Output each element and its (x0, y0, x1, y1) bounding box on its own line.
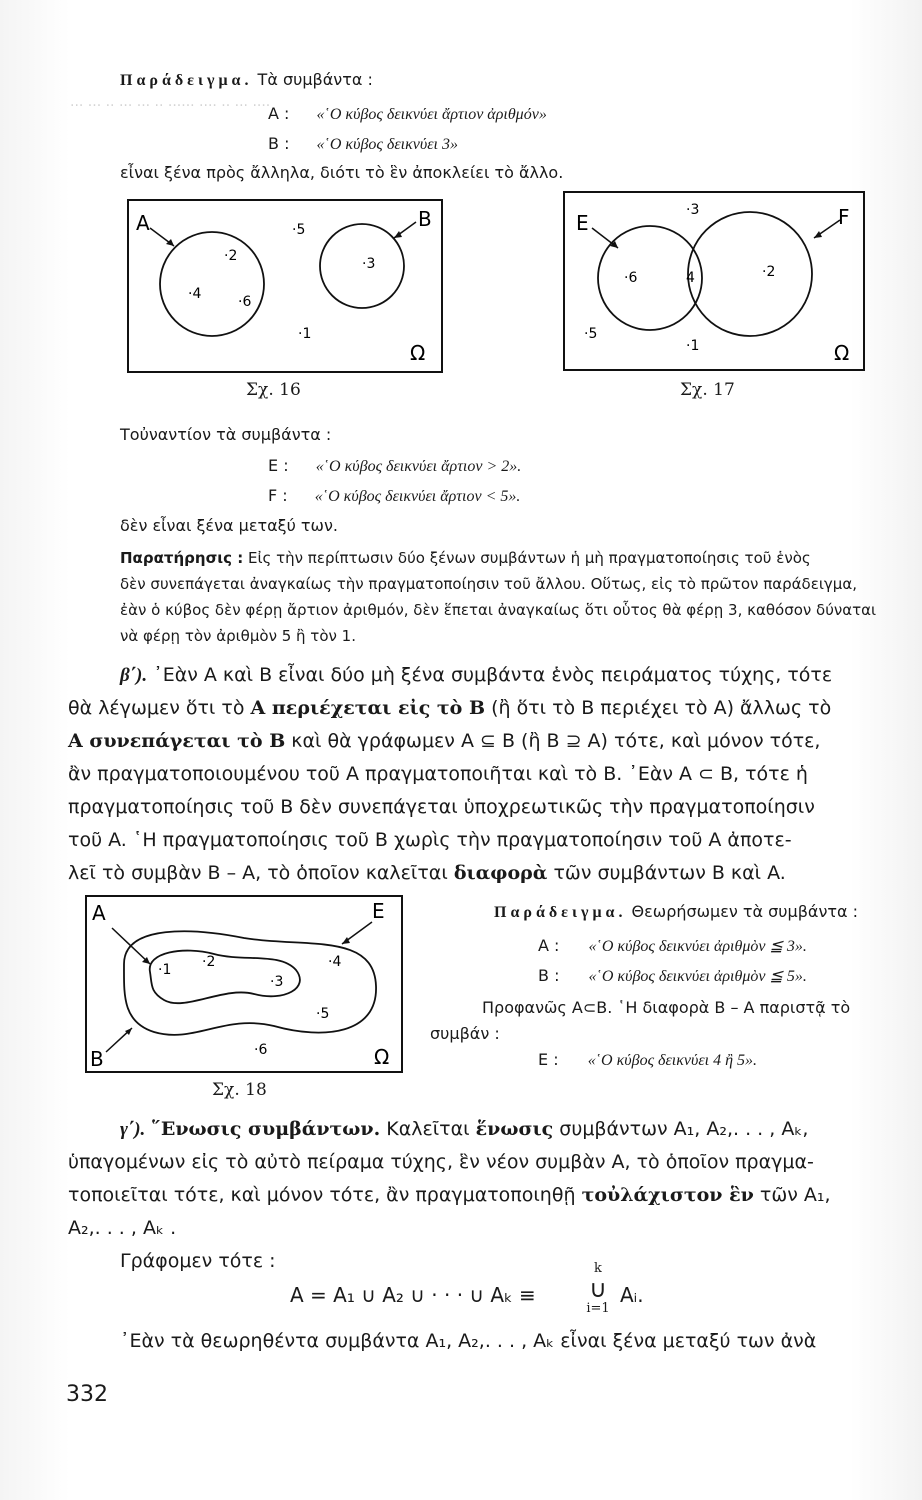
section-b-line-7 (68, 862, 786, 884)
section-b-text: λεῖ τὸ συμβὰν B – A, τὸ ὁποῖον καλεῖται (68, 862, 448, 884)
remark-line-1 (120, 549, 811, 567)
fig18-point: ·5 (316, 1006, 330, 1022)
remark-line-3: ἐὰν ὁ κύβος δὲν φέρῃ ἄρτιον ἀριθμόν, δὲν ἕπεται ἀναγκαίως ὅτι οὗτος θὰ φέρῃ 3, καθόσον δύναται (120, 601, 877, 619)
fig18-point: ·2 (202, 954, 216, 970)
example2-conclusion: δὲν εἶναι ξένα μεταξύ των. (120, 516, 338, 535)
eventB-text: «῾Ο κύβος δεικνύει 3» (316, 136, 458, 153)
section-c-text: τῶν A₁, (759, 1184, 831, 1206)
section-c-text: Καλεῖται (386, 1118, 470, 1140)
example3-heading: Παράδειγμα. (494, 904, 627, 921)
section-c-line-2: ὑπαγομένων εἰς τὸ αὐτὸ πείραμα τύχης, ἓν νέον συμβὰν A, τὸ ὁποῖον πραγμα- (68, 1151, 814, 1173)
example1-conclusion: εἶναι ξένα πρὸς ἄλληλα, διότι τὸ ἓν ἀποκλείει τὸ ἄλλο. (120, 163, 564, 182)
eventE-label: E : (538, 1050, 559, 1069)
sample-space-rect (86, 896, 402, 1072)
fig17-point: ·3 (686, 202, 700, 218)
fig16-omega: Ω (410, 341, 426, 365)
section-c-line-5: Γράφομεν τότε : (120, 1250, 276, 1272)
term-contained-in: A περιέχεται εἰς τὸ B (250, 697, 486, 719)
remark-line-4: νὰ φέρῃ τὸν ἀριθμὸν 5 ἢ τὸν 1. (120, 627, 356, 645)
example3-intro: Θεωρήσωμεν τὰ συμβάντα : (631, 902, 859, 921)
example3-eventE (538, 1050, 757, 1070)
figure-16-venn (126, 198, 444, 374)
sample-space-rect (128, 200, 442, 372)
union-upper-limit: k (594, 1261, 602, 1276)
fig18-point: ·3 (270, 974, 284, 990)
fig16-point: ·6 (238, 294, 252, 310)
example1-line (120, 70, 373, 90)
arrowhead-E (342, 937, 350, 944)
section-b-line-3 (68, 730, 820, 752)
fig17-omega: Ω (834, 341, 850, 365)
fig16-point: ·2 (224, 248, 238, 264)
arrow-A (112, 928, 150, 964)
remark-text: Εἰς τὴν περίπτωσιν δύο ξένων συμβάντων ἡ μὴ πραγματοποίησις τοῦ ἑνὸς (248, 549, 811, 567)
arrowhead-F (814, 231, 822, 238)
big-union-operator (578, 1262, 618, 1316)
section-c-line-6: ᾿Εὰν τὰ θεωρηθέντα συμβάντα A₁, A₂,. . . , Aₖ εἶναι ξένα μεταξύ των ἀνὰ (120, 1330, 817, 1352)
fig16-label-A: A (136, 211, 150, 235)
fig16-label-B: B (418, 207, 432, 231)
union-formula-left: A = A₁ ∪ A₂ ∪ · · · ∪ Aₖ ≡ (290, 1283, 536, 1307)
sample-space-rect (564, 192, 864, 370)
eventF-label: F : (268, 486, 288, 505)
eventA-label: A : (268, 104, 290, 123)
eventF-text: «῾Ο κύβος δεικνύει ἄρτιον < 5». (314, 488, 521, 505)
example2-intro: Τοὐναντίον τὰ συμβάντα : (120, 425, 332, 444)
arrowhead-B (394, 231, 402, 238)
fig17-point: ·5 (584, 326, 598, 342)
fig16-point: ·1 (298, 326, 312, 342)
section-c-line-1 (120, 1118, 808, 1141)
term-implies: A συνεπάγεται τὸ B (68, 730, 286, 752)
example2-eventE (268, 456, 521, 476)
section-b-marker: β΄). (120, 665, 148, 686)
fig18-label-B: B (90, 1047, 104, 1071)
eventE-text: «῾Ο κύβος δεικνύει ἄρτιον > 2». (315, 458, 522, 475)
eventE-label: E : (268, 456, 289, 475)
fig17-point: 4 (686, 270, 695, 286)
example3-eventA (538, 936, 807, 956)
region-B-outer (124, 931, 376, 1035)
fig18-omega: Ω (374, 1045, 390, 1069)
section-c-heading: ῞Ενωσις συμβάντων. (151, 1118, 381, 1140)
eventB-label: B : (538, 966, 560, 985)
section-b-text: (ἢ ὅτι τὸ B περιέχει τὸ A) ἄλλως τὸ (491, 697, 832, 719)
fig18-point: ·1 (158, 962, 172, 978)
union-lower-limit: i=1 (586, 1301, 610, 1316)
figure-18-venn (84, 894, 404, 1074)
section-b-line-6: τοῦ A. ῾Η πραγματοποίησις τοῦ B χωρὶς τὴν πραγματοποίησιν τοῦ A ἀποτε- (68, 829, 792, 851)
example3-obvious: Προφανῶς A⊂B. ῾Η διαφορὰ B – A παριστᾷ τὸ (482, 998, 851, 1017)
section-c-line-4: A₂,. . . , Aₖ . (68, 1217, 177, 1239)
fig18-point: ·6 (254, 1042, 268, 1058)
example1-heading: Παράδειγμα. (120, 72, 253, 89)
eventA-label: A : (538, 936, 560, 955)
fig16-point: ·3 (362, 256, 376, 272)
example1-eventB (268, 134, 458, 154)
example3-eventB (538, 966, 807, 986)
fig17-point: ·1 (686, 338, 700, 354)
term-union: ἕνωσις (475, 1118, 554, 1140)
fig18-caption: Σχ. 18 (212, 1080, 267, 1100)
example1-intro: Τὰ συμβάντα : (257, 70, 373, 89)
figure-17-venn (562, 190, 866, 372)
bleed-through-text: ··· ··· ·· ··· ··· ·· ······ ···· ·· ··· ···· (70, 98, 271, 114)
section-b-line-2 (68, 697, 831, 719)
section-b-text: θὰ λέγωμεν ὅτι τὸ (68, 697, 245, 719)
section-b-line-4: ἂν πραγματοποιουμένου τοῦ A πραγματοποιῆται καὶ τὸ B. ᾿Εὰν A ⊂ B, τότε ἡ (68, 763, 808, 785)
fig18-label-A: A (92, 901, 106, 925)
fig18-point: ·4 (328, 954, 342, 970)
eventA-text: «῾Ο κύβος δεικνύει ἀριθμὸν ≦ 3». (588, 938, 807, 955)
fig17-point: ·2 (762, 264, 776, 280)
fig17-point: ·6 (624, 270, 638, 286)
section-c-line-3 (68, 1184, 831, 1206)
fig17-caption: Σχ. 17 (680, 380, 735, 400)
fig16-point: ·5 (292, 222, 306, 238)
section-b-line-1 (120, 664, 832, 687)
eventE-text: «῾Ο κύβος δεικνύει 4 ἢ 5». (587, 1052, 758, 1069)
circle-F (688, 212, 812, 336)
fig16-point: ·4 (188, 286, 202, 302)
example1-eventA (268, 104, 547, 124)
section-c-text: συμβάντων A₁, A₂,. . . , Aₖ, (559, 1118, 809, 1140)
section-c-marker: γ΄). (120, 1119, 146, 1140)
section-b-text: τῶν συμβάντων B καὶ A. (553, 862, 786, 884)
page-number: 332 (66, 1382, 108, 1407)
remark-line-2: δὲν συνεπάγεται ἀναγκαίως τὴν πραγματοποίησιν τοῦ ἄλλου. Οὕτως, εἰς τὸ πρῶτον παράδειγμα, (120, 575, 857, 593)
union-formula-right: Aᵢ. (620, 1283, 644, 1307)
section-c-text: τοποιεῖται τότε, καὶ μόνον τότε, ἂν πραγματοποιηθῇ (68, 1184, 576, 1206)
eventB-text: «῾Ο κύβος δεικνύει ἀριθμὸν ≦ 5». (588, 968, 807, 985)
term-at-least-one: τοὐλάχιστον ἓν (581, 1184, 754, 1206)
union-symbol: ∪ (589, 1275, 607, 1303)
example2-eventF (268, 486, 520, 506)
section-b-text: καὶ θὰ γράφωμεν A ⊆ B (ἢ B ⊇ A) τότε, καὶ μόνον τότε, (291, 730, 821, 752)
eventA-text: «῾Ο κύβος δεικνύει ἄρτιον ἀριθμόν» (316, 106, 547, 123)
section-b-line-5: πραγματοποίησις τοῦ B δὲν συνεπάγεται ὑποχρεωτικῶς τὴν πραγματοποίησιν (68, 796, 815, 818)
fig16-caption: Σχ. 16 (246, 380, 301, 400)
section-b-text: ᾿Εὰν A καὶ B εἶναι δύο μὴ ξένα συμβάντα ἑνὸς πειράματος τύχης, τότε (153, 664, 833, 686)
term-difference: διαφορὰ (453, 862, 548, 884)
eventB-label: B : (268, 134, 290, 153)
fig17-label-E: E (576, 211, 589, 235)
circle-A (160, 232, 264, 336)
fig18-label-E: E (372, 899, 385, 923)
example3-line (494, 902, 858, 922)
fig17-label-F: F (838, 205, 850, 229)
example3-event-line: συμβάν : (430, 1024, 500, 1043)
remark-heading: Παρατήρησις : (120, 549, 244, 567)
